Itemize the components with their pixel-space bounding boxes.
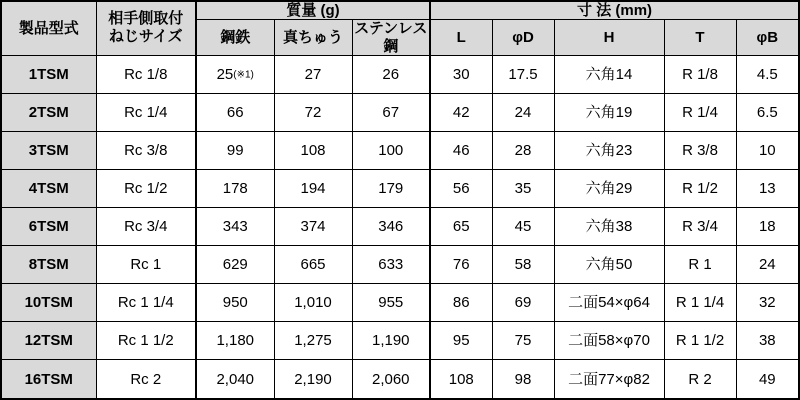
cell-mass-stainless: 1,190 — [352, 322, 430, 360]
cell-mass-steel: 178 — [196, 169, 274, 207]
cell-mass-steel: 66 — [196, 93, 274, 131]
cell-dim-t: R 1 1/4 — [664, 284, 736, 322]
cell-mass-brass: 72 — [274, 93, 352, 131]
table-row — [1, 246, 799, 284]
cell-dim-d: 98 — [492, 360, 554, 399]
cell-dim-t: R 1 — [664, 246, 736, 284]
header-dim-d: φD — [492, 20, 554, 56]
cell-model: 12TSM — [1, 322, 96, 360]
cell-mass-steel: 343 — [196, 208, 274, 246]
cell-mass-stainless: 26 — [352, 55, 430, 93]
cell-mass-brass: 1,275 — [274, 322, 352, 360]
cell-dim-t: R 2 — [664, 360, 736, 399]
cell-dim-b: 38 — [736, 322, 799, 360]
cell-dim-d: 35 — [492, 169, 554, 207]
cell-model: 10TSM — [1, 284, 96, 322]
cell-mass-steel: 629 — [196, 246, 274, 284]
header-dim-b: φB — [736, 20, 799, 56]
cell-dim-b: 24 — [736, 246, 799, 284]
cell-dim-l: 56 — [430, 169, 492, 207]
cell-mass-brass: 194 — [274, 169, 352, 207]
cell-dim-b: 18 — [736, 208, 799, 246]
cell-dim-h: 六角38 — [554, 208, 664, 246]
cell-dim-h: 六角29 — [554, 169, 664, 207]
cell-dim-b: 32 — [736, 284, 799, 322]
cell-mass-brass: 27 — [274, 55, 352, 93]
header-dim-l: L — [430, 20, 492, 56]
cell-mass-brass: 665 — [274, 246, 352, 284]
header-dimension-group: 寸 法 (mm) — [430, 1, 799, 20]
table-row — [1, 93, 799, 131]
cell-model: 2TSM — [1, 93, 96, 131]
cell-mass-brass: 1,010 — [274, 284, 352, 322]
table-row — [1, 360, 799, 399]
cell-mass-stainless: 633 — [352, 246, 430, 284]
cell-dim-l: 42 — [430, 93, 492, 131]
cell-dim-d: 58 — [492, 246, 554, 284]
cell-mass-stainless: 179 — [352, 169, 430, 207]
header-dim-h: H — [554, 20, 664, 56]
cell-dim-d: 17.5 — [492, 55, 554, 93]
cell-thread: Rc 1 1/4 — [96, 284, 196, 322]
cell-dim-h: 二面77×φ82 — [554, 360, 664, 399]
cell-dim-h: 六角50 — [554, 246, 664, 284]
table-row — [1, 208, 799, 246]
header-dim-t: T — [664, 20, 736, 56]
cell-mass-steel: 2,040 — [196, 360, 274, 399]
cell-thread: Rc 3/4 — [96, 208, 196, 246]
cell-dim-l: 46 — [430, 131, 492, 169]
table-header-row-1 — [1, 1, 799, 20]
cell-mass-steel: 950 — [196, 284, 274, 322]
cell-dim-h: 六角14 — [554, 55, 664, 93]
cell-dim-h: 六角19 — [554, 93, 664, 131]
header-mass-group: 質量 (g) — [196, 1, 430, 20]
cell-mass-steel-note: (※1) — [233, 68, 254, 80]
table-row — [1, 284, 799, 322]
header-thread-size — [96, 1, 196, 55]
cell-dim-h: 六角23 — [554, 131, 664, 169]
cell-model: 4TSM — [1, 169, 96, 207]
cell-mass-steel — [196, 55, 274, 93]
header-thread-line1: 相手側取付 — [108, 10, 184, 28]
cell-dim-b: 13 — [736, 169, 799, 207]
cell-dim-t: R 1 1/2 — [664, 322, 736, 360]
cell-dim-t: R 3/4 — [664, 208, 736, 246]
cell-thread: Rc 1 1/2 — [96, 322, 196, 360]
cell-dim-d: 45 — [492, 208, 554, 246]
cell-dim-h: 二面54×φ64 — [554, 284, 664, 322]
cell-mass-brass: 374 — [274, 208, 352, 246]
cell-dim-t: R 1/8 — [664, 55, 736, 93]
cell-dim-l: 76 — [430, 246, 492, 284]
cell-dim-l: 86 — [430, 284, 492, 322]
cell-dim-l: 95 — [430, 322, 492, 360]
cell-dim-d: 69 — [492, 284, 554, 322]
cell-mass-stainless: 955 — [352, 284, 430, 322]
cell-mass-stainless: 100 — [352, 131, 430, 169]
cell-thread: Rc 1/4 — [96, 93, 196, 131]
cell-mass-brass: 108 — [274, 131, 352, 169]
cell-mass-steel: 1,180 — [196, 322, 274, 360]
table-row — [1, 131, 799, 169]
cell-dim-d: 75 — [492, 322, 554, 360]
cell-dim-l: 30 — [430, 55, 492, 93]
cell-dim-b: 49 — [736, 360, 799, 399]
cell-model: 16TSM — [1, 360, 96, 399]
header-mass-steel: 鋼鉄 — [196, 20, 274, 56]
cell-dim-d: 24 — [492, 93, 554, 131]
cell-dim-b: 6.5 — [736, 93, 799, 131]
cell-model: 1TSM — [1, 55, 96, 93]
cell-dim-b: 4.5 — [736, 55, 799, 93]
cell-dim-t: R 3/8 — [664, 131, 736, 169]
cell-mass-brass: 2,190 — [274, 360, 352, 399]
cell-dim-t: R 1/4 — [664, 93, 736, 131]
cell-thread: Rc 3/8 — [96, 131, 196, 169]
table-row — [1, 55, 799, 93]
table-row — [1, 322, 799, 360]
cell-dim-l: 108 — [430, 360, 492, 399]
cell-dim-l: 65 — [430, 208, 492, 246]
cell-mass-stainless: 2,060 — [352, 360, 430, 399]
cell-thread: Rc 2 — [96, 360, 196, 399]
cell-mass-steel: 99 — [196, 131, 274, 169]
cell-thread: Rc 1/8 — [96, 55, 196, 93]
header-mass-brass: 真ちゅう — [274, 20, 352, 56]
cell-mass-stainless: 67 — [352, 93, 430, 131]
cell-model: 8TSM — [1, 246, 96, 284]
cell-thread: Rc 1 — [96, 246, 196, 284]
table-row — [1, 169, 799, 207]
cell-dim-b: 10 — [736, 131, 799, 169]
header-model: 製品型式 — [1, 1, 96, 55]
cell-thread: Rc 1/2 — [96, 169, 196, 207]
header-mass-stainless: ステンレス鋼 — [352, 20, 430, 56]
header-thread-line2: ねじサイズ — [108, 28, 183, 46]
cell-model: 6TSM — [1, 208, 96, 246]
cell-dim-t: R 1/2 — [664, 169, 736, 207]
cell-mass-steel-value: 25 — [216, 65, 234, 83]
cell-model: 3TSM — [1, 131, 96, 169]
cell-dim-h: 二面58×φ70 — [554, 322, 664, 360]
cell-mass-stainless: 346 — [352, 208, 430, 246]
cell-dim-d: 28 — [492, 131, 554, 169]
